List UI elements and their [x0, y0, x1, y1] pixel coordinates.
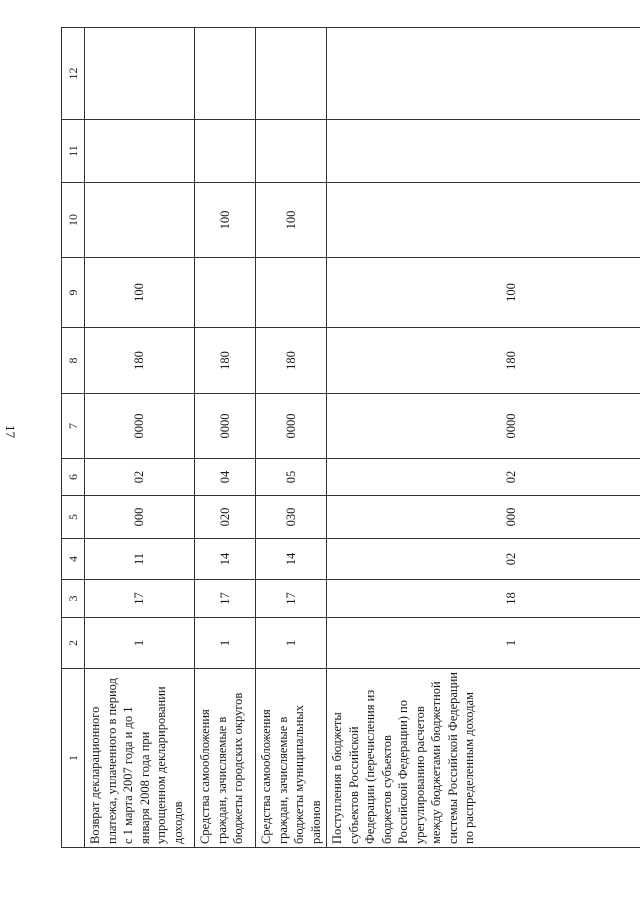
- table-cell: 020: [195, 496, 256, 539]
- table-cell: 04: [195, 459, 256, 496]
- table-cell: 14: [256, 539, 327, 580]
- table-cell: [195, 258, 256, 328]
- row-description: Средства самообложения граждан, зачисляемые в бюджеты муниципальных районов: [256, 669, 327, 848]
- header-cell: 11: [62, 120, 85, 183]
- table-row: [85, 28, 195, 848]
- table-cell: [195, 28, 256, 120]
- table-cell: 11: [85, 539, 195, 580]
- table-cell: 02: [327, 459, 640, 496]
- table-cell: 1: [85, 618, 195, 669]
- table-cell: 100: [256, 183, 327, 258]
- table-cell: [85, 183, 195, 258]
- table-cell: [327, 183, 640, 258]
- table-cell: 1: [195, 618, 256, 669]
- table-cell: 0000: [327, 394, 640, 459]
- table-cell: 1: [256, 618, 327, 669]
- budget-classification-table: [61, 27, 640, 848]
- table-cell: 180: [256, 328, 327, 394]
- table-row: [327, 28, 640, 848]
- header-cell: 6: [62, 459, 85, 496]
- table-cell: 100: [85, 258, 195, 328]
- page-number: 17: [3, 425, 18, 438]
- table-cell: [256, 258, 327, 328]
- table-row: [195, 28, 256, 848]
- table-cell: 1: [327, 618, 640, 669]
- header-cell: 7: [62, 394, 85, 459]
- header-row: [62, 28, 85, 848]
- table-cell: [85, 120, 195, 183]
- table-cell: [327, 120, 640, 183]
- table-cell: 17: [195, 580, 256, 618]
- table-cell: 180: [327, 328, 640, 394]
- table-cell: 180: [85, 328, 195, 394]
- table-cell: [256, 120, 327, 183]
- row-description: Поступления в бюджеты субъектов Российской Федерации (перечисления из бюджетов субъектов Российской Федерации) по урегулированию расчетов между бюджетами бюджетной системы Российской Федерации по распределенным доходам: [327, 669, 640, 848]
- table-cell: 02: [327, 539, 640, 580]
- table-cell: 000: [85, 496, 195, 539]
- table-cell: 030: [256, 496, 327, 539]
- table-cell: 000: [327, 496, 640, 539]
- header-cell: 8: [62, 328, 85, 394]
- table-cell: [85, 28, 195, 120]
- table-cell: [256, 28, 327, 120]
- table-cell: 02: [85, 459, 195, 496]
- header-cell: 3: [62, 580, 85, 618]
- table-cell: 0000: [256, 394, 327, 459]
- table-cell: 180: [195, 328, 256, 394]
- header-cell: 12: [62, 28, 85, 120]
- table-cell: 17: [256, 580, 327, 618]
- table-cell: [195, 120, 256, 183]
- table-cell: 17: [85, 580, 195, 618]
- table-cell: [327, 28, 640, 120]
- row-description: Возврат декларационного платежа, уплаченного в период с 1 марта 2007 года и до 1 января 2008 года при упрощенном декларировании доходов: [85, 669, 195, 848]
- header-cell: 2: [62, 618, 85, 669]
- table-cell: 0000: [195, 394, 256, 459]
- table-cell: 0000: [85, 394, 195, 459]
- table-cell: 100: [327, 258, 640, 328]
- table-cell: 100: [195, 183, 256, 258]
- header-cell: 4: [62, 539, 85, 580]
- row-description: Средства самообложения граждан, зачисляемые в бюджеты городских округов: [195, 669, 256, 848]
- table-cell: 18: [327, 580, 640, 618]
- header-cell: 9: [62, 258, 85, 328]
- rotated-table-container: [61, 28, 640, 848]
- header-cell: 5: [62, 496, 85, 539]
- table-row: [256, 28, 327, 848]
- table-cell: 14: [195, 539, 256, 580]
- header-cell: 1: [62, 669, 85, 848]
- table-cell: 05: [256, 459, 327, 496]
- header-cell: 10: [62, 183, 85, 258]
